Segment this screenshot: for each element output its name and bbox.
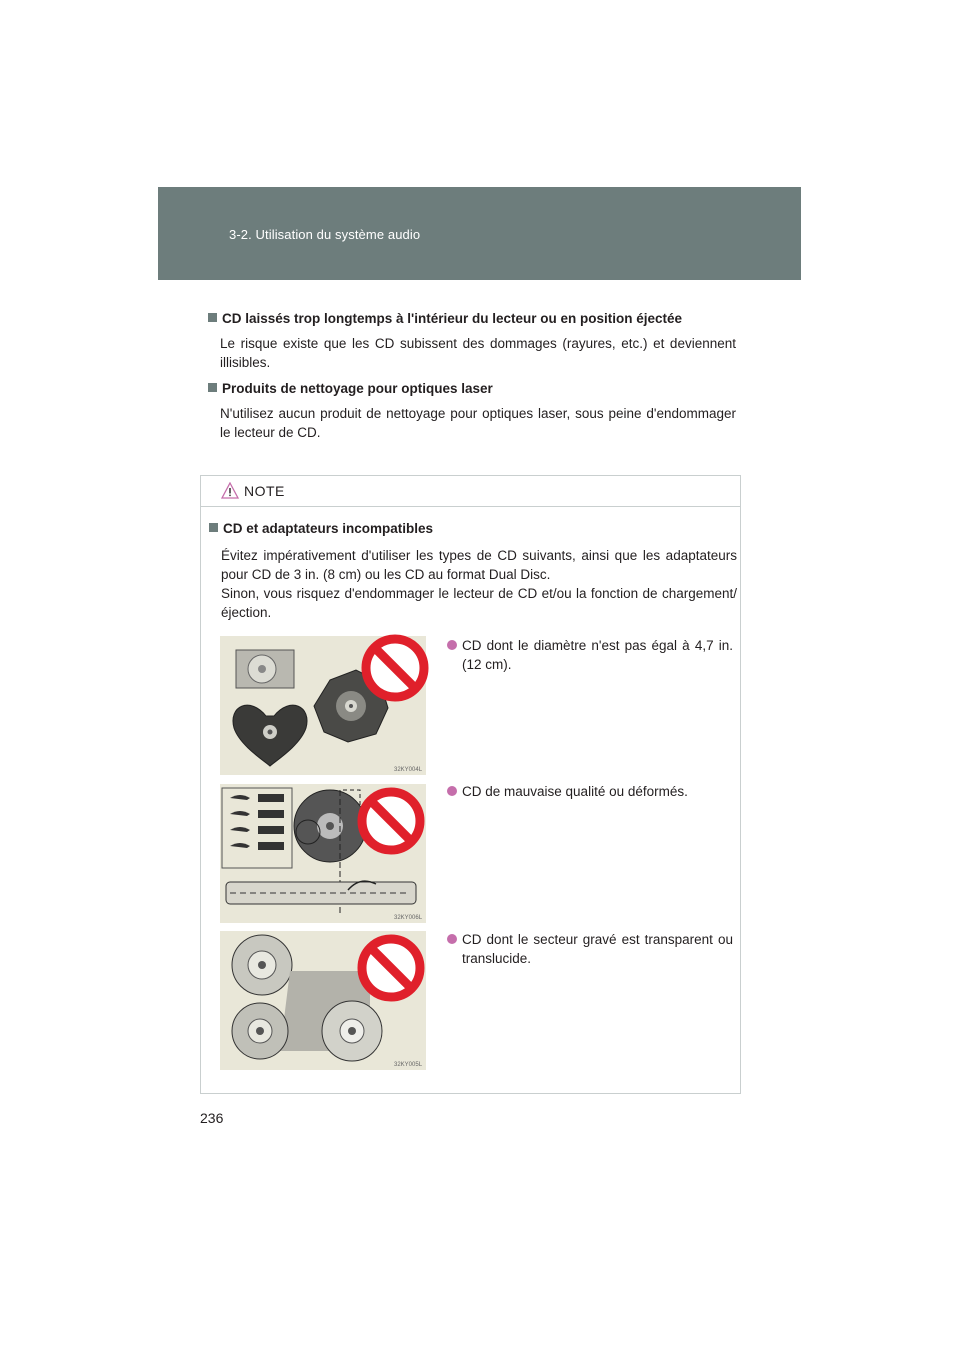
- section-laser-cleaner: [208, 380, 736, 442]
- round-bullet-icon: [447, 640, 457, 650]
- round-bullet-icon: [447, 934, 457, 944]
- square-bullet-icon: [208, 313, 217, 322]
- list-item: [447, 930, 733, 968]
- list-item-text: CD dont le diamètre n'est pas égal à 4,7 in. (12 cm).: [462, 638, 733, 672]
- round-bullet-icon: [447, 786, 457, 796]
- warning-triangle-icon: [221, 482, 239, 499]
- note-label: NOTE: [244, 483, 285, 499]
- page-number: 236: [200, 1110, 224, 1126]
- square-bullet-icon: [209, 523, 218, 532]
- list-item: [447, 782, 733, 801]
- image-code: 32KY004L: [394, 767, 423, 773]
- section-body: Le risque existe que les CD subissent des dommages (rayures, etc.) et deviennent illisibles.: [220, 336, 736, 370]
- note-body: [221, 546, 737, 622]
- square-bullet-icon: [208, 383, 217, 392]
- list-item-text: CD de mauvaise qualité ou déformés.: [462, 784, 688, 799]
- note-body-line-2: Sinon, vous risquez d'endommager le lecteur de CD et/ou la fonction de chargement/éjection.: [221, 586, 737, 620]
- section-heading: Produits de nettoyage pour optiques laser: [222, 381, 493, 396]
- prohibition-icon: [356, 933, 426, 1003]
- section-heading: CD laissés trop longtemps à l'intérieur du lecteur ou en position éjectée: [222, 311, 683, 326]
- list-item-text: CD dont le secteur gravé est transparent ou translucide.: [462, 932, 733, 966]
- note-header: [201, 476, 740, 507]
- image-code: 32KY005L: [394, 1062, 423, 1068]
- list-item: [447, 636, 733, 674]
- image-code: 32KY006L: [394, 915, 423, 921]
- note-heading: CD et adaptateurs incompatibles: [223, 521, 434, 536]
- section-cd-left-inside: [208, 310, 736, 372]
- prohibition-icon: [356, 786, 426, 856]
- note-body-line-1: Évitez impérativement d'utiliser les types de CD suivants, ainsi que les adaptateurs pour CD de 3 in. (8 cm) ou les CD au format Dual Disc.: [221, 548, 737, 582]
- section-body: N'utilisez aucun produit de nettoyage pour optiques laser, sous peine d'endommager le lecteur de CD.: [220, 406, 736, 440]
- section-title: 3-2. Utilisation du système audio: [229, 227, 421, 242]
- prohibition-icon: [360, 633, 430, 703]
